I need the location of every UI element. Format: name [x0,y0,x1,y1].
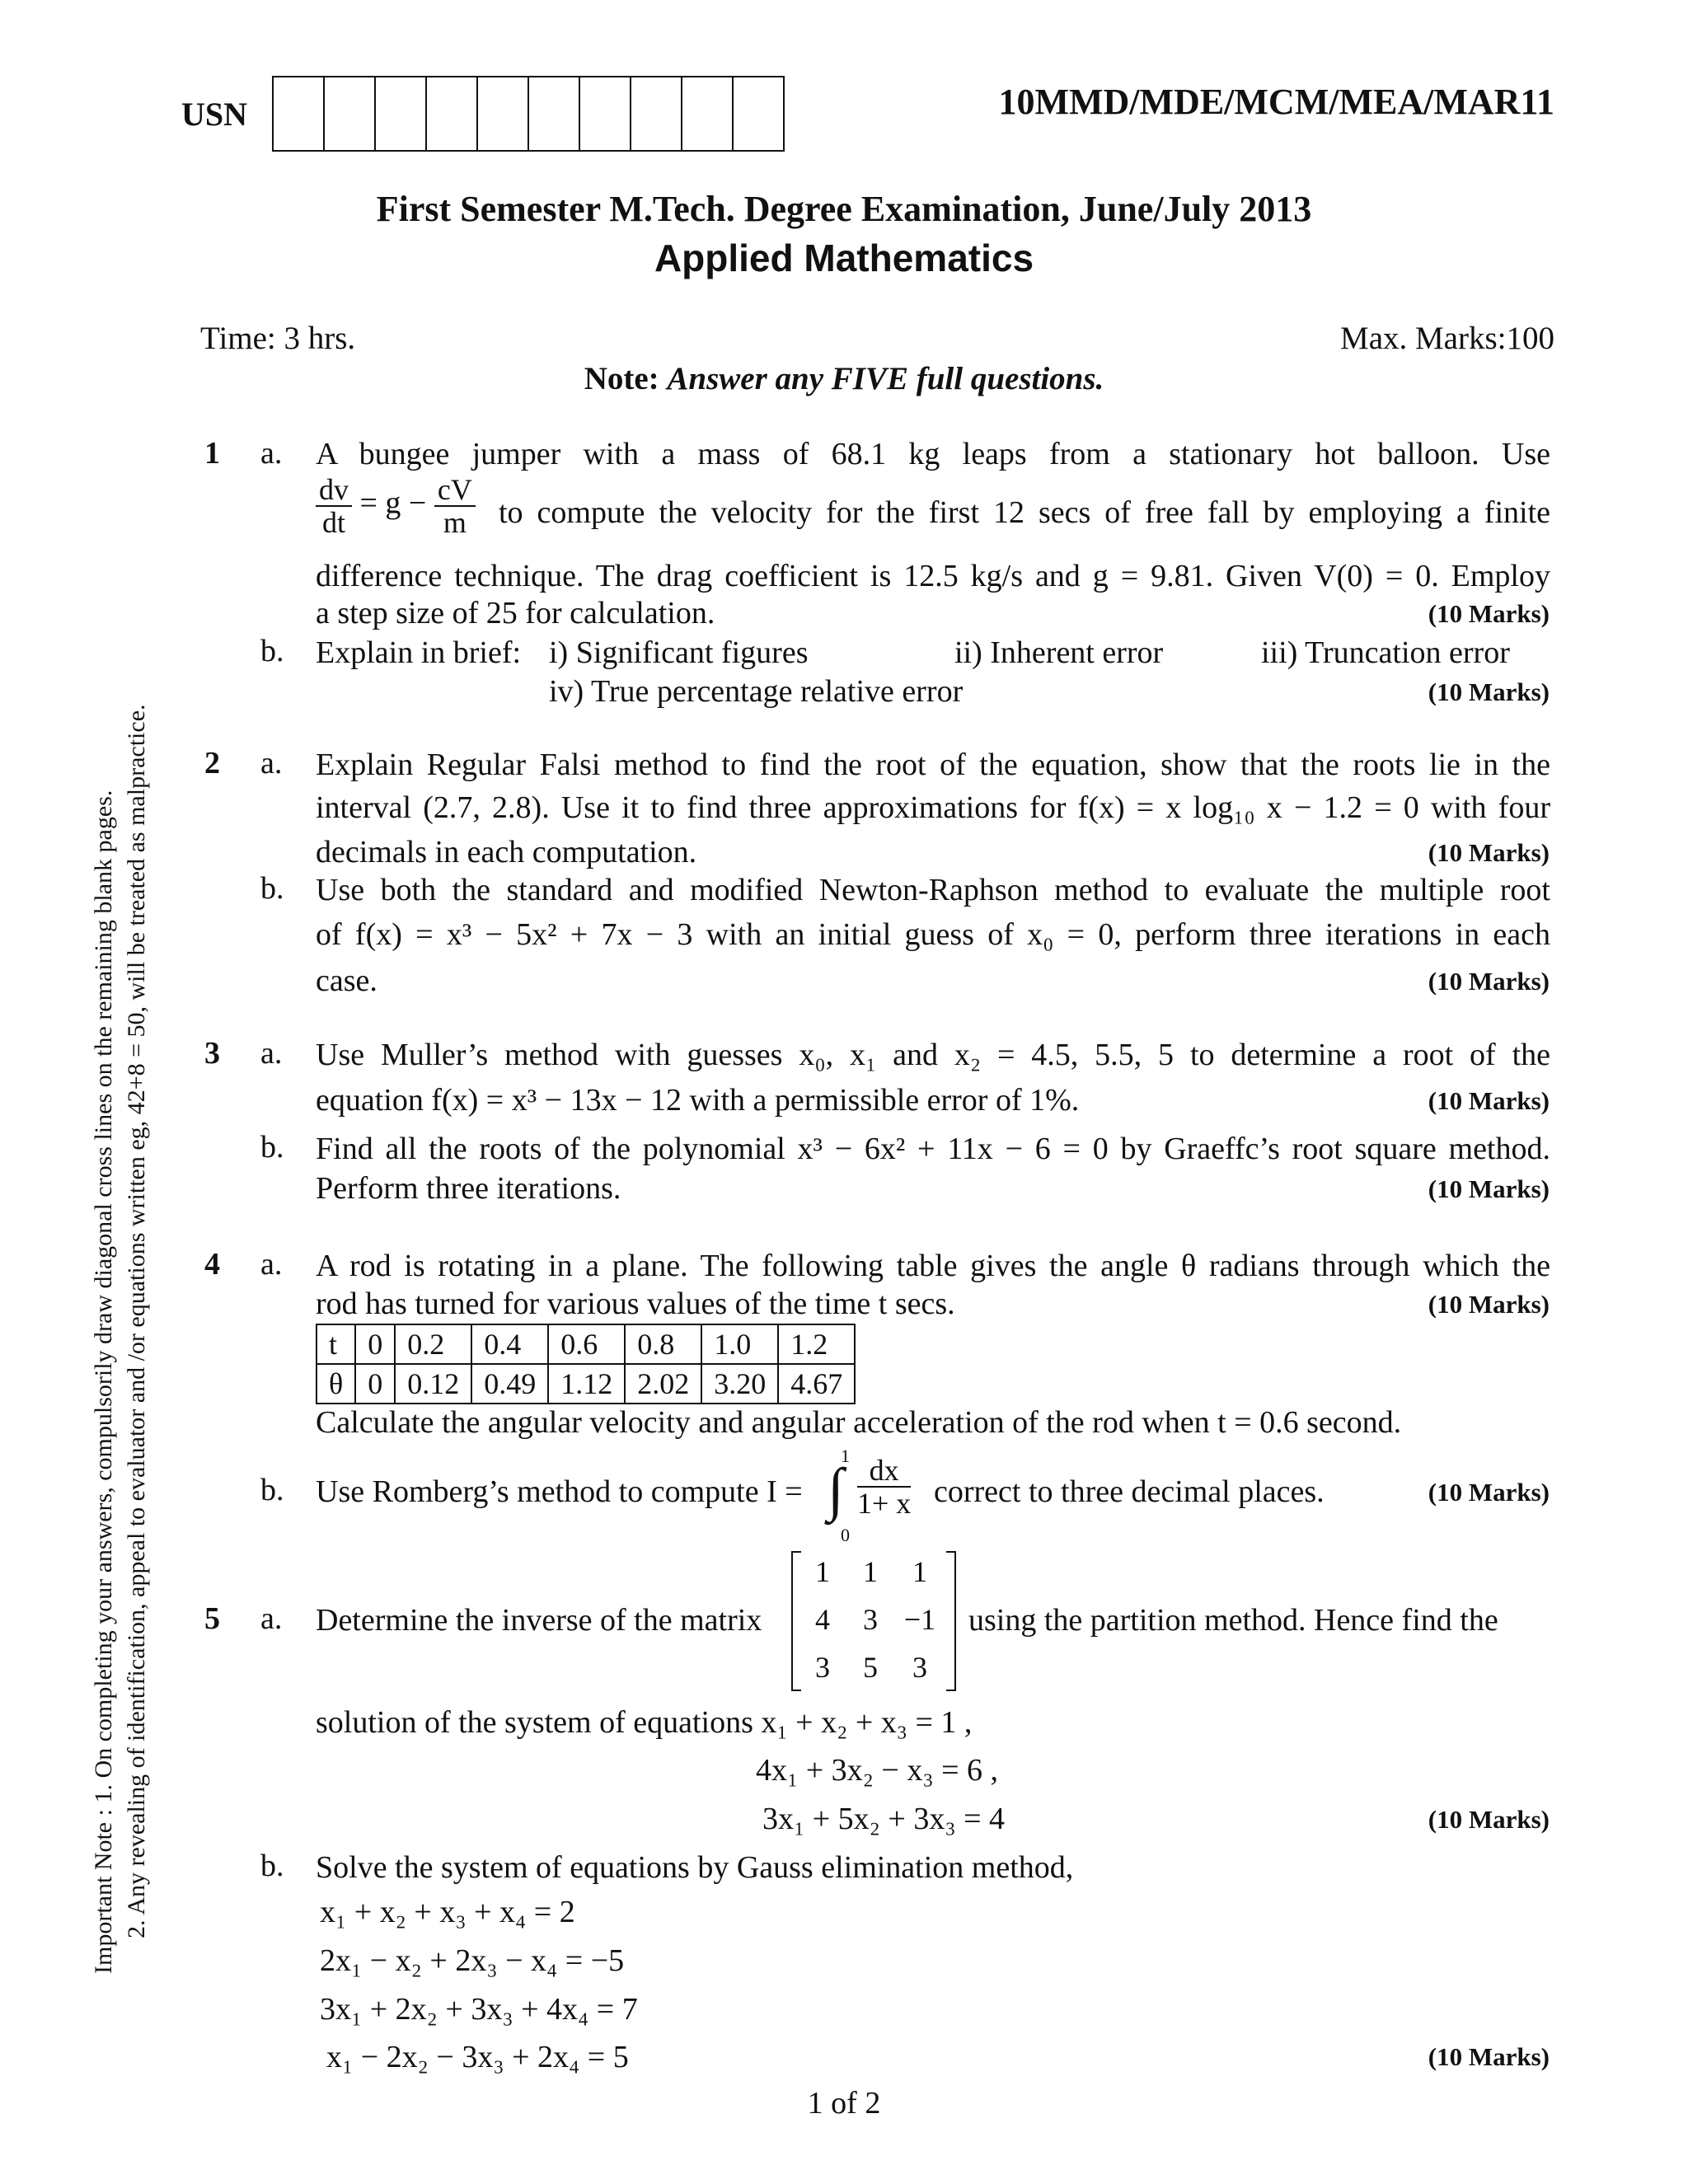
marks-label: (10 Marks) [1428,967,1550,996]
q5a-post: using the partition method. Hence find the [968,1603,1498,1638]
marks-label: (10 Marks) [1428,2042,1550,2071]
question-part-letter: b. [260,1473,284,1507]
q1b-label: Explain in brief: [316,635,522,670]
table-cell: 0.2 [395,1324,471,1364]
matrix-cell: 5 [863,1651,878,1684]
subject-title: Applied Mathematics [654,237,1034,279]
usn-box [682,77,734,150]
fraction-cv-m: $\frac{cV}{m}$ [434,474,476,538]
subject-code: 10MMD/MDE/MCM/MEA/MAR11 [998,82,1554,122]
table-cell: 0.6 [548,1324,625,1364]
question-number: 1 [204,436,220,471]
side-note-line-1: Important Note : 1. On completing your answers, compulsorily draw diagonal cross lines on the remaining blank pages. [90,790,117,1974]
table-cell: 0 [355,1364,395,1404]
question-part-letter: b. [260,1849,284,1883]
integral-sign: ∫ [828,1456,844,1522]
table-cell: 2.02 [625,1364,701,1404]
question-number: 4 [204,1247,220,1282]
marks-label: (10 Marks) [1428,838,1550,867]
integral-lower-limit: 0 [841,1525,850,1545]
question-part-letter: a. [260,746,283,780]
integrand-numerator: dx [857,1455,911,1488]
q3a-line-1: Use Muller’s method with guesses x₀, x₁ and x₂ = 4.5, 5.5, 5 to determine a root of the [316,1038,1550,1072]
matrix-cell: −1 [903,1603,936,1636]
integrand-fraction [857,1455,911,1519]
q2b-line-3: case. [316,963,377,998]
q1b-item-iii: iii) Truncation error [1261,635,1510,670]
question-part-letter: b. [260,634,284,668]
matrix-cell: 4 [815,1603,830,1636]
marks-label: (10 Marks) [1428,1174,1550,1203]
q3a-line-2: equation f(x) = x³ − 13x − 12 with a permissible error of 1%. [316,1083,1080,1118]
matrix-right-bracket [946,1551,956,1691]
question-number: 3 [204,1036,220,1071]
table-cell: 0.49 [471,1364,548,1404]
q4b-post: correct to three decimal places. [934,1474,1325,1509]
q1a-equation-line [316,474,476,538]
table-cell: θ [316,1364,355,1404]
q5b-equation: x₁ + x₂ + x₃ + x₄ = 2 [320,1895,575,1929]
integrand-denominator: 1+ x [857,1487,912,1520]
q1b-item-iv: iv) True percentage relative error [549,674,964,709]
q5b-equation: 3x₁ + 2x₂ + 3x₃ + 4x₄ = 7 [320,1992,638,2027]
usn-label: USN [181,96,248,133]
marks-label: (10 Marks) [1428,1478,1550,1507]
q4b-pre: Use Romberg’s method to compute I = [316,1474,803,1509]
equation-operator: = g − [359,485,427,521]
side-note-line-2: 2. Any revealing of identification, appeal to evaluator and /or equations written eg, 42+8 = 50, will be treated as malpractice. [123,704,150,1938]
q1a-line-4: a step size of 25 for calculation. [316,596,715,630]
usn-box [529,77,580,150]
question-part-letter: a. [260,1601,283,1636]
q5b-equation: x₁ − 2x₂ − 3x₃ + 2x₄ = 5 [326,2040,629,2074]
usn-box [274,77,325,150]
q4a-line-2: rod has turned for various values of the time t secs. [316,1286,955,1321]
marks-label: (10 Marks) [1428,599,1550,628]
note-text: Answer any FIVE full questions. [667,361,1104,396]
marks-label: (10 Marks) [1428,1086,1550,1115]
q1b-item-i: i) Significant figures [549,635,809,670]
question-part-letter: a. [260,1247,283,1282]
table-row [316,1364,855,1404]
side-important-note [87,408,153,1974]
usn-box [325,77,376,150]
table-row [316,1324,855,1364]
question-part-letter: a. [260,1036,283,1071]
table-cell: t [316,1324,355,1364]
q5a-pre: Determine the inverse of the matrix [316,1603,762,1638]
usn-boxes [272,76,785,152]
table-cell: 1.0 [701,1324,778,1364]
coefficient-matrix [791,1551,956,1691]
marks-label: (10 Marks) [1428,1290,1550,1319]
matrix-cell: 1 [863,1555,878,1588]
table-cell: 0 [355,1324,395,1364]
matrix-cell: 3 [863,1603,878,1636]
table-cell: 0.12 [395,1364,471,1404]
q1a-line-2: to compute the velocity for the first 12 secs of free fall by employing a finite [499,495,1550,530]
usn-box [478,77,529,150]
page-number: 1 of 2 [807,2086,881,2121]
matrix-cell: 3 [815,1651,830,1684]
usn-box [427,77,478,150]
q5a-equation-2: 4x₁ + 3x₂ − x₃ = 6 , [756,1753,999,1788]
usn-box [580,77,631,150]
marks-label: (10 Marks) [1428,677,1550,706]
table-cell: 0.8 [625,1324,701,1364]
q1a-line-3: difference technique. The drag coefficient is 12.5 kg/s and g = 9.81. Given V(0) = 0. Employ [316,559,1550,593]
question-number: 2 [204,746,220,780]
matrix-cell: 1 [815,1555,830,1588]
usn-box [631,77,682,150]
q2a-line-1: Explain Regular Falsi method to find the root of the equation, show that the roots lie in the [316,748,1550,782]
marks-label: (10 Marks) [1428,1805,1550,1834]
question-number: 5 [204,1601,220,1636]
angle-time-table [316,1324,856,1404]
q4a-line-3: Calculate the angular velocity and angular acceleration of the rod when t = 0.6 second. [316,1405,1402,1440]
matrix-cell: 1 [912,1555,927,1588]
table-cell: 4.67 [778,1364,855,1404]
matrix-cell: 3 [912,1651,927,1684]
note-label: Note: [584,361,659,396]
fraction-dv-dt: $\frac{dv}{dt}$ [316,474,352,538]
question-part-letter: a. [260,436,283,471]
usn-box [376,77,427,150]
question-part-letter: b. [260,871,284,906]
question-part-letter: b. [260,1130,284,1165]
exam-title: First Semester M.Tech. Degree Examination, June/July 2013 [376,189,1312,229]
q1b-item-ii: ii) Inherent error [954,635,1164,670]
q5a-equation-3: 3x₁ + 5x₂ + 3x₃ = 4 [762,1802,1006,1836]
time-allowed: Time: 3 hrs. [200,321,356,356]
max-marks: Max. Marks:100 [1340,321,1554,356]
q3b-line-2: Perform three iterations. [316,1171,621,1206]
q5a-line-2: solution of the system of equations x₁ + x₂ + x₃ = 1 , [316,1705,973,1740]
q2b-line-1: Use both the standard and modified Newton-Raphson method to evaluate the multiple root [316,873,1550,907]
instruction-note [0,360,1688,397]
table-cell: 1.2 [778,1324,855,1364]
integral-upper-limit: 1 [841,1446,850,1466]
q5b-equation: 2x₁ − x₂ + 2x₃ − x₄ = −5 [320,1943,625,1978]
q1a-line-1: A bungee jumper with a mass of 68.1 kg leaps from a stationary hot balloon. Use [316,437,1550,471]
table-cell: 0.4 [471,1324,548,1364]
q4a-line-1: A rod is rotating in a plane. The following table gives the angle θ radians through which the [316,1249,1550,1283]
usn-box [734,77,783,150]
table-cell: 1.12 [548,1364,625,1404]
q5b-line-1: Solve the system of equations by Gauss elimination method, [316,1850,1074,1885]
q2a-line-2: interval (2.7, 2.8). Use it to find three approximations for f(x) = x log₁₀ x − 1.2 = 0 with four [316,790,1550,825]
q2b-line-2: of f(x) = x³ − 5x² + 7x − 3 with an initial guess of x₀ = 0, perform three iterations in each [316,917,1550,952]
table-cell: 3.20 [701,1364,778,1404]
q3b-line-1: Find all the roots of the polynomial x³ − 6x² + 11x − 6 = 0 by Graeffc’s root square method. [316,1132,1550,1166]
q2a-line-3: decimals in each computation. [316,835,697,869]
